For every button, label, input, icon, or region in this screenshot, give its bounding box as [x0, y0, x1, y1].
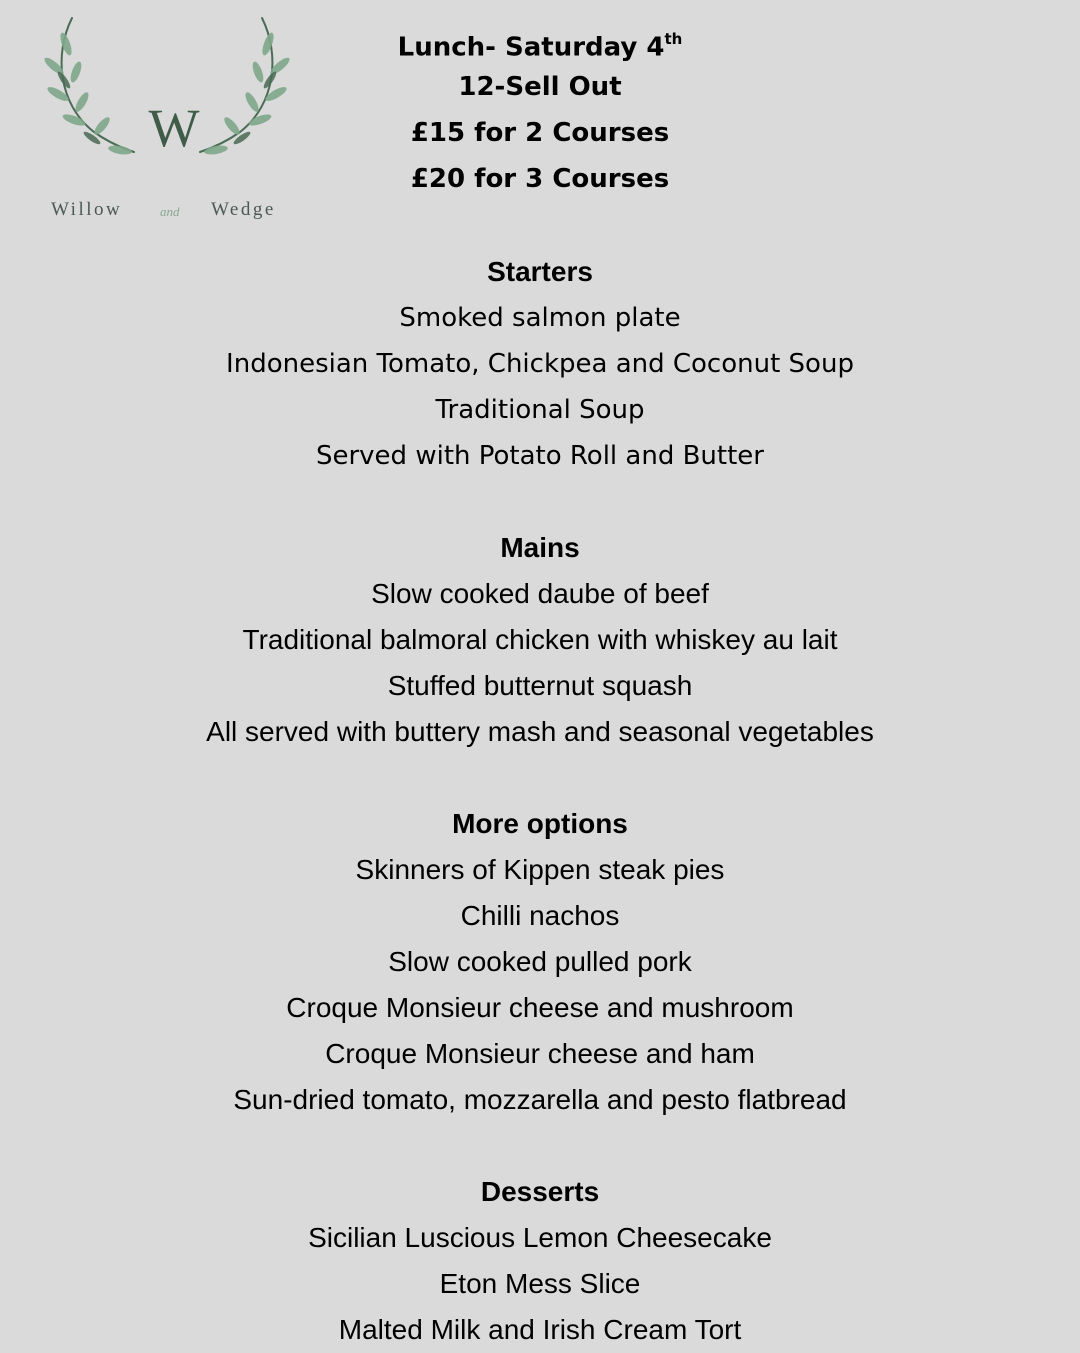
price-three-courses: £20 for 3 Courses: [410, 164, 670, 194]
starter-item: Smoked salmon plate: [399, 303, 681, 333]
menu-header: [340, 18, 740, 202]
menu-body: [0, 249, 1080, 1353]
main-item: Stuffed butternut squash: [387, 670, 693, 701]
more-options-heading: More options: [452, 808, 628, 839]
laurel-wreath-icon: [36, 14, 301, 194]
starters-heading: Starters: [487, 256, 593, 287]
sell-out-time: 12-Sell Out: [458, 72, 622, 102]
lunch-date: [340, 18, 740, 64]
dessert-item: Malted Milk and Irish Cream Tort: [338, 1314, 742, 1345]
more-option-item: Croque Monsieur cheese and ham: [325, 1038, 755, 1069]
dessert-item: Eton Mess Slice: [439, 1268, 641, 1299]
monogram-w: W: [148, 98, 200, 158]
logo-name-left: Willow: [51, 199, 123, 220]
starter-item: Indonesian Tomato, Chickpea and Coconut Soup: [226, 349, 854, 379]
main-item: Traditional balmoral chicken with whiskey au lait: [242, 624, 838, 655]
desserts-heading: Desserts: [480, 1176, 600, 1207]
more-option-item: Chilli nachos: [460, 900, 620, 931]
logo-name-right: Wedge: [211, 199, 276, 220]
starter-note: Served with Potato Roll and Butter: [315, 441, 764, 471]
logo-name-and: and: [160, 204, 180, 219]
dessert-item: Sicilian Luscious Lemon Cheesecake: [308, 1222, 772, 1253]
price-two-courses: £15 for 2 Courses: [410, 118, 670, 148]
more-option-item: Sun-dried tomato, mozzarella and pesto flatbread: [233, 1084, 847, 1115]
mains-heading: Mains: [500, 532, 580, 563]
main-item: Slow cooked daube of beef: [371, 578, 709, 609]
more-option-item: Slow cooked pulled pork: [388, 946, 692, 977]
logo-wordmark: [36, 199, 301, 223]
more-option-item: Croque Monsieur cheese and mushroom: [286, 992, 794, 1023]
mains-note: All served with buttery mash and seasonal vegetables: [206, 716, 874, 747]
starter-item: Traditional Soup: [435, 395, 645, 425]
more-option-item: Skinners of Kippen steak pies: [355, 854, 725, 885]
lunch-date-suffix: th: [664, 30, 683, 48]
lunch-date-text: Lunch- Saturday 4: [397, 32, 665, 63]
willow-and-wedge-logo: [36, 14, 301, 220]
